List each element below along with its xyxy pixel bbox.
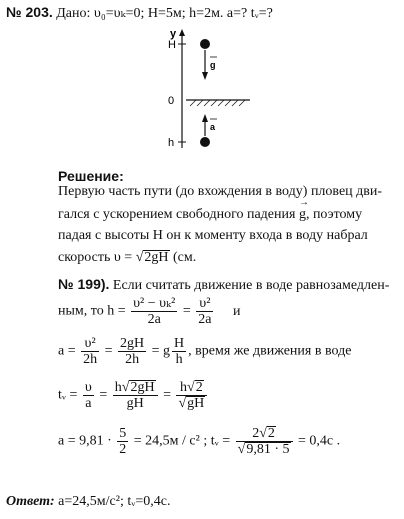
fraction-numerator (113, 380, 158, 396)
sqrt-icon: √ (259, 426, 267, 441)
sqrt-icon: √ (121, 380, 130, 395)
g-vector-label: g (210, 60, 216, 70)
sqrt-body: 2 (195, 380, 203, 395)
fraction-denominator: 2a (198, 312, 212, 327)
fraction-a-3 (172, 336, 186, 367)
fraction-h-1 (131, 296, 177, 327)
time-formula-line: tᵥ = $\frac{\upsilon}{a}$ = $\frac{h√2gH}{gH}$ = $\frac{h√2}{√gH}$ (58, 380, 209, 411)
motion-diagram (150, 26, 260, 156)
problem-number: № 203. (6, 4, 53, 20)
fraction-a-1 (81, 336, 99, 367)
g-arrow-icon (202, 72, 208, 80)
fraction-numerator: H (174, 336, 185, 351)
a-arrow-icon (202, 114, 208, 122)
a-equals-g: = g (148, 343, 171, 359)
fraction-denominator: 2h (125, 352, 140, 367)
fraction-numerator (236, 426, 293, 442)
calc-t-result: = 0,4с . (294, 433, 341, 449)
swimmer-bottom-ball (200, 137, 210, 147)
fraction-numerator: υ (84, 380, 92, 395)
fraction-denominator: 2 (119, 442, 127, 457)
fraction-calc-a (117, 426, 128, 457)
sqrt-body: 9,81 · 5 (246, 442, 290, 457)
time-in-water-text: , время же движения в воде (188, 343, 352, 359)
sqrt-body: 2gH (130, 380, 155, 395)
g-inline-arrow-icon: → (298, 197, 309, 208)
and-word: и (232, 303, 241, 319)
p1-line2-text-b: , поэтому (305, 207, 363, 222)
a-lhs: a = (58, 343, 80, 359)
answer-label: Ответ: (6, 494, 55, 509)
p2-line1-text: Если считать движение в воде равнозамедлен- (109, 278, 390, 293)
given-conditions: Дано: υ₀=υₖ=0; H=5м; h=2м. a=? tᵥ=? (56, 6, 273, 21)
h-label: h (168, 137, 175, 149)
a-vector-label: a (210, 122, 216, 132)
fraction-t-1 (83, 380, 94, 411)
fraction-a-2 (118, 336, 146, 367)
fraction-denominator (236, 442, 293, 457)
fraction-denominator: h (175, 352, 183, 367)
fraction-t-3 (176, 380, 207, 411)
numeric-calculation-line (58, 426, 340, 457)
fraction-t-2 (113, 380, 158, 411)
t-lhs: tᵥ = (58, 387, 81, 403)
g-inline-letter: g (298, 207, 306, 222)
sqrt-body: 2 (267, 426, 275, 441)
g-vector-inline (298, 197, 309, 222)
calc-a-prefix: a = 9,81 · (58, 433, 116, 449)
fraction-numerator: υ² (196, 296, 213, 312)
sqrt-icon: √ (135, 250, 144, 265)
paragraph-1-line-4 (58, 250, 196, 266)
fraction-h-2 (196, 296, 213, 327)
t2-num-h: h (114, 380, 122, 395)
paragraph-2-line-2 (58, 296, 240, 327)
fraction-denominator: a (85, 396, 92, 411)
answer-line (6, 494, 170, 510)
p1-line2-text-a: гался с ускорением свободного падения (58, 207, 299, 222)
fraction-denominator: 2a (147, 312, 161, 327)
paragraph-1-line-3: падая с высоты H он к моменту входа в воду набрал (58, 228, 368, 243)
fraction-numerator: υ² − υₖ² (133, 296, 176, 311)
water-hatching (190, 100, 245, 106)
fraction-numerator: υ² (81, 336, 99, 352)
reference-number: № 199). (58, 276, 110, 292)
sqrt-body: gH (187, 396, 205, 411)
fraction-denominator: gH (126, 396, 144, 411)
fraction-denominator (176, 396, 207, 411)
paragraph-1-line-1: Первую часть пути (до вхождения в воду) пловец дви- (58, 184, 383, 199)
problem-header (6, 4, 273, 22)
H-label: H (168, 39, 176, 51)
p1-line4-text-a: скорость υ = (58, 250, 136, 265)
fraction-numerator: 5 (119, 426, 127, 441)
t3-num-h: h (180, 380, 188, 395)
p1-line4-text-b: (см. (169, 250, 197, 265)
swimmer-top-ball (200, 39, 210, 49)
sqrt-icon: √ (178, 396, 187, 411)
p2-line2-text: ным, то h = (58, 303, 130, 319)
zero-label: 0 (168, 95, 175, 107)
p1-line4-sqrt-body: 2gH (144, 250, 169, 265)
equals-sign: = (179, 303, 195, 319)
sqrt-icon: √ (237, 442, 246, 457)
fraction-numerator: 2gH (120, 336, 145, 351)
fraction-calc-t (236, 426, 293, 457)
calc-a-result: = 24,5м / с² ; tᵥ = (130, 433, 234, 449)
sqrt-icon: √ (187, 380, 195, 395)
y-axis-label: y (170, 28, 177, 40)
answer-value: a=24,5м/с²; tᵥ=0,4с. (54, 494, 171, 509)
solution-heading: Решение: (58, 168, 124, 184)
paragraph-2-line-1 (58, 276, 389, 294)
acceleration-formula-line: a = $\frac{\text{υ²}}{2h}$ = $\frac{2gH}{2h}$ = g $\frac{H}{h}$ , время же движения в воде (58, 336, 352, 367)
y-axis-arrow-icon (179, 29, 185, 36)
paragraph-1-line-2 (58, 197, 363, 223)
fraction-denominator: 2h (83, 352, 98, 367)
fraction-numerator (176, 380, 207, 396)
calc-t-num-coef: 2 (252, 426, 260, 441)
